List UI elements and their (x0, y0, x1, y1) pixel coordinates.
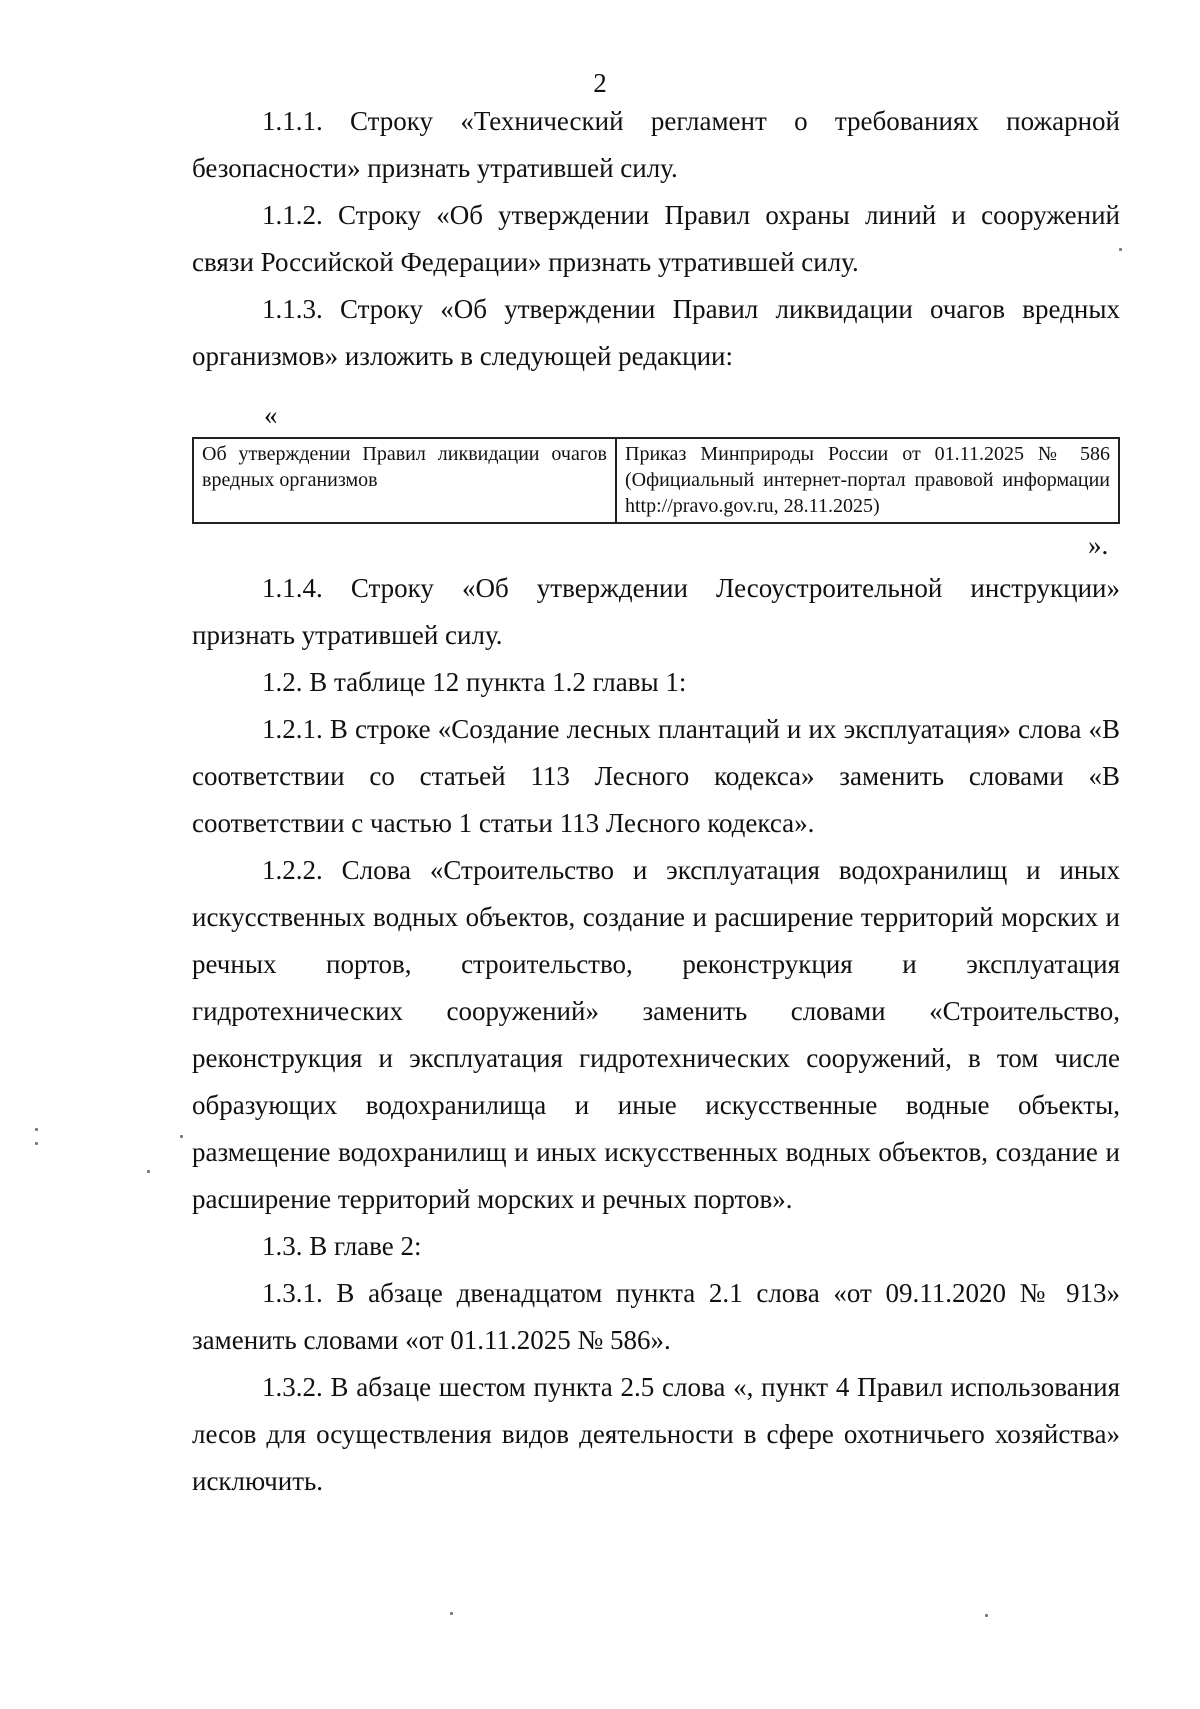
paragraph-1-1-1: 1.1.1. Строку «Технический регламент о требованиях пожарной безопасности» признать утратившей силу. (192, 106, 1120, 183)
scan-speck (180, 1135, 183, 1138)
paragraph-1-2-2: 1.2.2. Слова «Строительство и эксплуатация водохранилищ и иных искусственных водных объектов, создание и расширение территорий морских и речных портов, строительство, реконструкция и эксплуатация гидротехнических сооружений» заменить словами «Строительство, реконструкция и эксплуатация гидротехнических сооружений, в том числе образующих водохранилища и иные искусственные водные объекты, размещение водохранилищ и иных искусственных водных объектов, создание и расширение территорий морских и речных портов». (192, 855, 1120, 1214)
scan-speck (35, 1142, 38, 1145)
paragraph-1-2-1: 1.2.1. В строке «Создание лесных плантаций и их эксплуатация» слова «В соответствии со статьей 113 Лесного кодекса» заменить словами «В соответствии с частью 1 статьи 113 Лесного кодекса». (192, 714, 1120, 838)
scan-speck (985, 1614, 988, 1617)
table-cell-title: Об утверждении Правил ликвидации очагов вредных организмов (193, 438, 616, 523)
paragraph-1-3: 1.3. В главе 2: (262, 1231, 422, 1261)
opening-quote-mark: « (264, 400, 278, 430)
scan-speck (450, 1612, 453, 1615)
closing-quote-mark: ». (1088, 530, 1109, 560)
paragraph-1-2: 1.2. В таблице 12 пункта 1.2 главы 1: (262, 667, 687, 697)
paragraph-1-1-3: 1.1.3. Строку «Об утверждении Правил ликвидации очагов вредных организмов» изложить в следующей редакции: (192, 294, 1120, 371)
page-number: 2 (593, 68, 607, 98)
paragraph-1-1-4: 1.1.4. Строку «Об утверждении Лесоустроительной инструкции» признать утратившей силу. (192, 573, 1120, 650)
amendment-table (192, 437, 1120, 524)
scan-speck (147, 1170, 150, 1173)
paragraph-1-1-2: 1.1.2. Строку «Об утверждении Правил охраны линий и сооружений связи Российской Федерации» признать утратившей силу. (192, 200, 1120, 277)
paragraph-1-3-1: 1.3.1. В абзаце двенадцатом пункта 2.1 слова «от 09.11.2020 № 913» заменить словами «от 01.11.2025 № 586». (192, 1278, 1120, 1355)
paragraph-1-3-2: 1.3.2. В абзаце шестом пункта 2.5 слова «, пункт 4 Правил использования лесов для осуществления видов деятельности в сфере охотничьего хозяйства» исключить. (192, 1372, 1120, 1496)
scan-speck (35, 1128, 38, 1131)
scan-speck (1119, 248, 1122, 251)
table-row (193, 438, 1119, 523)
table-cell-source: Приказ Минприроды России от 01.11.2025 № 586 (Официальный интернет-портал правовой информации http://pravo.gov.ru, 28.11.2025) (616, 438, 1119, 523)
